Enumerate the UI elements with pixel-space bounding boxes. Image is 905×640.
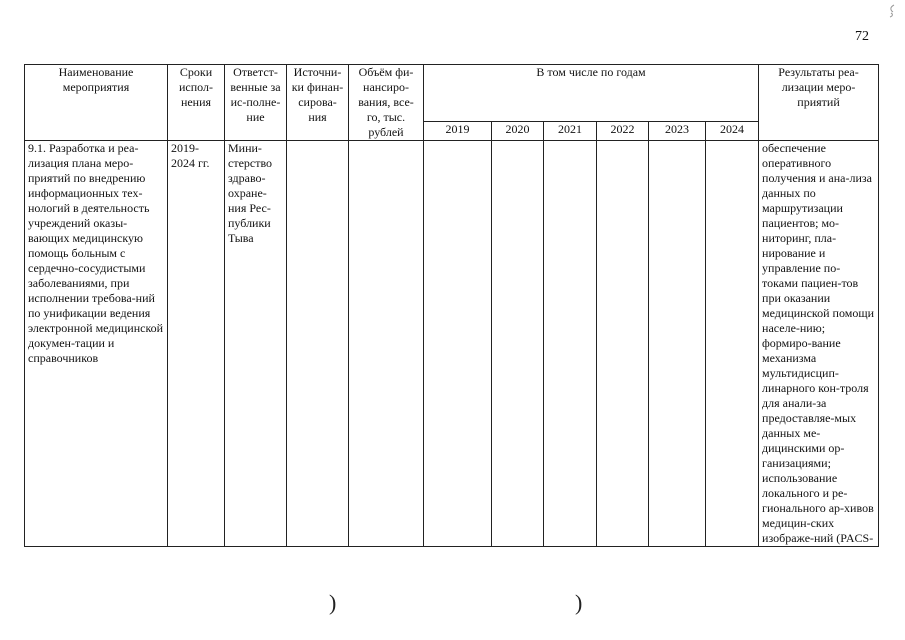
header-volume: Объём фи-нансиро-вания, все-го, тыс. рублей: [349, 65, 424, 141]
scan-edge-mark: [888, 4, 896, 18]
cell-2019: [424, 141, 492, 547]
cell-2022: [597, 141, 649, 547]
header-terms: Сроки испол-нения: [168, 65, 225, 141]
year-2023: 2023: [649, 122, 706, 141]
cell-2020: [492, 141, 544, 547]
cell-terms: 2019-2024 гг.: [168, 141, 225, 547]
year-2019: 2019: [424, 122, 492, 141]
header-responsible: Ответст-венные за ис-полне-ние: [225, 65, 287, 141]
year-2020: 2020: [492, 122, 544, 141]
cell-responsible: Мини-стерство здраво-охране-ния Рес-публики Тыва: [225, 141, 287, 547]
page-number: 72: [855, 29, 869, 44]
cell-2023: [649, 141, 706, 547]
header-by-years: В том числе по годам: [424, 65, 759, 122]
year-2024: 2024: [706, 122, 759, 141]
header-name: Наименование мероприятия: [25, 65, 168, 141]
header-sources: Источни-ки финан-сирова-ния: [287, 65, 349, 141]
cell-sources: [287, 141, 349, 547]
header-results: Результаты реа-лизации меро-приятий: [759, 65, 879, 141]
cell-results: обеспечение оперативного получения и ана-лиза данных по маршрутизации пациентов; мо-ниторинг, пла-нирование и управление по-токами пациен-тов при оказании медицинской помощи населе-нию; формиро-вание механизма мультидисцип-линарного кон-троля для анали-за предоставляе-мых данных ме-дицинскими ор-ганизациями; использование локального и ре-гионального ар-хивов медицин-ских изображе-ний (PACS-: [759, 141, 879, 547]
table-row: [25, 141, 879, 547]
scan-mark-left: ): [329, 590, 337, 615]
scan-mark-right: ): [575, 590, 583, 615]
activities-table: [24, 64, 879, 547]
cell-name: 9.1. Разработка и реа-лизация плана меро-приятий по внедрению информационных тех-нологий в деятельность учреждений оказы-вающих медицинскую помощь больным с сердечно-сосудистыми заболеваниями, при исполнении требова-ний по унификации ведения электронной медицинской докумен-тации и справочников: [25, 141, 168, 547]
cell-2024: [706, 141, 759, 547]
cell-2021: [544, 141, 597, 547]
year-2022: 2022: [597, 122, 649, 141]
cell-volume: [349, 141, 424, 547]
year-2021: 2021: [544, 122, 597, 141]
header-row: [25, 65, 879, 122]
